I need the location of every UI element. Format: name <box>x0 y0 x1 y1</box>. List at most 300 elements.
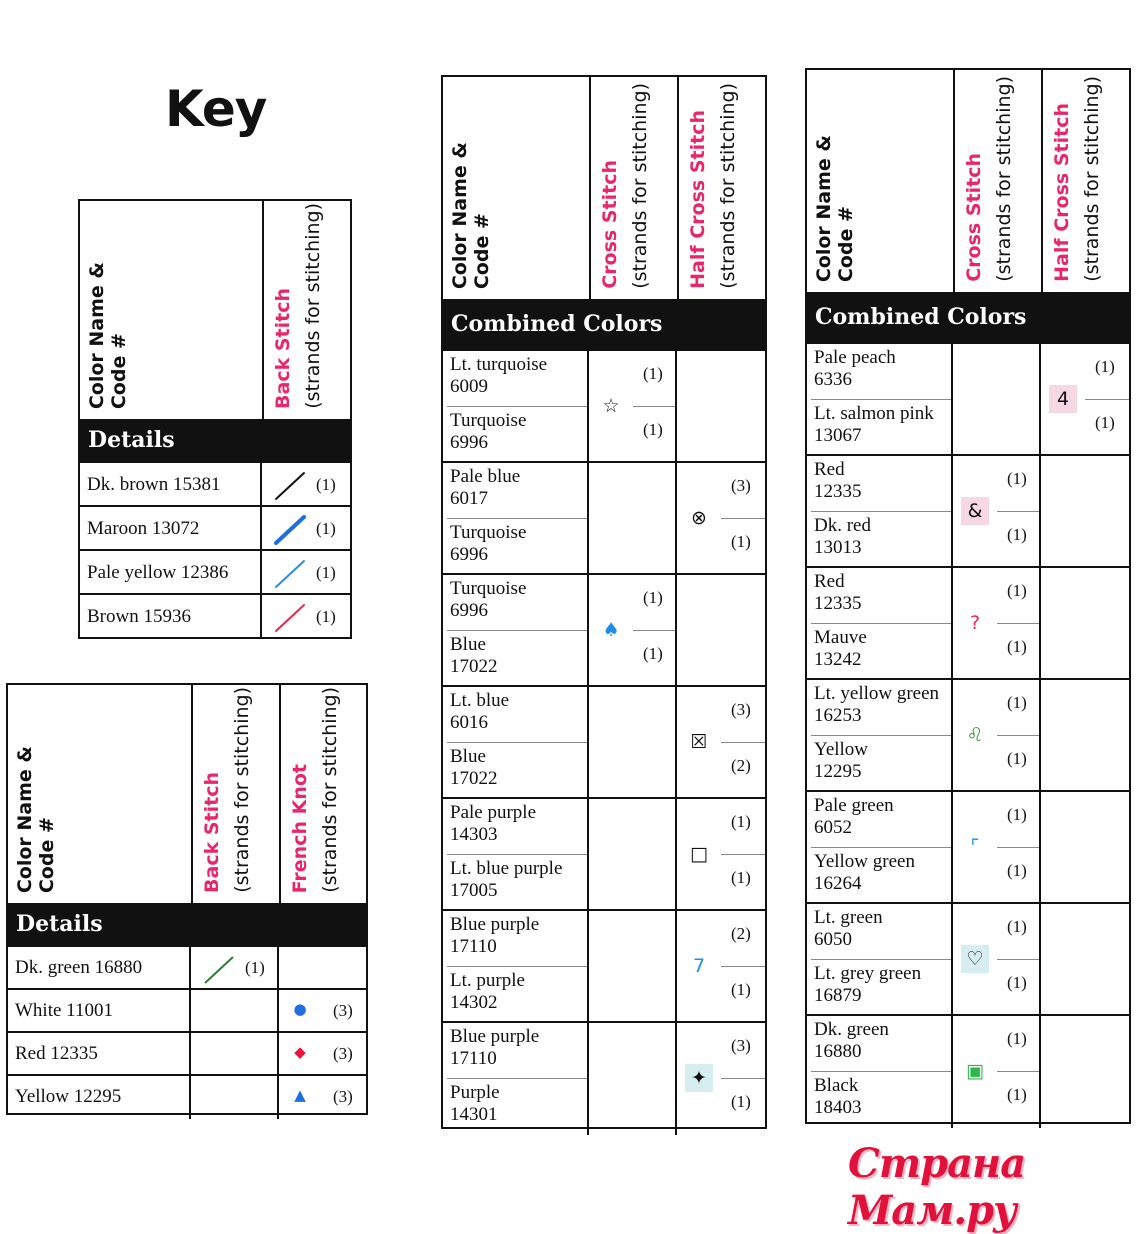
table-row <box>8 1074 366 1119</box>
divider <box>997 511 1039 512</box>
color-name: Lt. yellow green <box>814 683 940 704</box>
color-entry <box>443 911 587 967</box>
half-cross-stitch-cell <box>1041 344 1129 456</box>
color-entry <box>443 463 587 519</box>
color-code: 13242 <box>814 649 862 670</box>
strand-count: (1) <box>1007 693 1027 712</box>
divider <box>721 518 765 519</box>
divider <box>447 742 587 743</box>
color-entry <box>443 631 587 687</box>
color-name-cell <box>443 799 589 911</box>
stitch-symbol-icon: 7 <box>692 955 706 977</box>
header-cross-stitch <box>953 70 1043 292</box>
color-label: Yellow 12295 <box>15 1086 122 1107</box>
watermark-logo: Страна Мам.ру <box>848 1140 1026 1234</box>
half-cross-stitch-cell <box>1041 792 1129 904</box>
color-name-cell <box>807 456 953 568</box>
color-entry <box>807 568 951 624</box>
strand-count: (1) <box>1007 749 1027 768</box>
color-name-cell <box>443 1023 589 1135</box>
color-name: Blue purple <box>450 1026 540 1047</box>
header-color-name-text: Color Name & Code # <box>813 134 857 282</box>
color-code: 17022 <box>450 768 498 789</box>
cross-stitch-cell <box>589 799 677 911</box>
header-color-name <box>8 685 193 903</box>
color-name: Turquoise <box>450 410 527 431</box>
strand-count: (1) <box>316 563 336 582</box>
back-stitch-cell <box>262 595 350 639</box>
color-code: 6052 <box>814 817 852 838</box>
header-strands-text: (strands for stitching) <box>993 76 1015 282</box>
table-row <box>8 988 366 1033</box>
strand-count: (3) <box>731 700 751 719</box>
divider <box>811 511 951 512</box>
divider <box>811 1071 951 1072</box>
color-group-row <box>807 566 1129 680</box>
divider <box>997 847 1039 848</box>
color-name-cell <box>80 551 262 595</box>
stitch-symbol-icon: ♌ <box>966 724 984 746</box>
header-cross-stitch-text: Cross Stitch <box>963 153 985 282</box>
strand-count: (1) <box>1007 973 1027 992</box>
color-name: Purple <box>450 1082 500 1103</box>
stitch-line <box>276 473 304 499</box>
back-stitch-line-icon <box>274 471 306 501</box>
stitch-symbol-icon: ♠ <box>602 619 620 641</box>
color-group-row <box>807 678 1129 792</box>
stitch-symbol-icon: ⌜ <box>970 836 980 858</box>
color-name: Dk. green <box>814 1019 889 1040</box>
color-name-cell <box>443 351 589 463</box>
color-entry <box>443 407 587 463</box>
color-code: 14301 <box>450 1104 498 1125</box>
color-label: Pale yellow 12386 <box>87 562 229 583</box>
color-entry <box>807 960 951 1016</box>
strand-count: (1) <box>643 364 663 383</box>
strand-count: (1) <box>1007 805 1027 824</box>
strand-count: (1) <box>1007 1029 1027 1048</box>
back-stitch-cell <box>191 1076 279 1119</box>
color-name: Red <box>814 571 845 592</box>
half-cross-stitch-cell <box>677 1023 765 1135</box>
stitch-symbol-icon: ☆ <box>602 395 620 417</box>
details-key-table-french-knot <box>6 683 368 1115</box>
color-entry <box>443 351 587 407</box>
color-name-cell <box>807 904 953 1016</box>
color-code: 6996 <box>450 600 488 621</box>
stitch-line <box>276 605 304 631</box>
strand-count: (1) <box>1095 413 1115 432</box>
color-group-row <box>443 685 765 799</box>
color-name-cell <box>443 575 589 687</box>
divider <box>447 854 587 855</box>
strand-count: (1) <box>316 519 336 538</box>
color-name-cell <box>80 595 262 639</box>
cross-stitch-cell <box>589 575 677 687</box>
strand-count: (1) <box>316 607 336 626</box>
divider <box>997 959 1039 960</box>
strand-count: (1) <box>1007 861 1027 880</box>
color-code: 16253 <box>814 705 862 726</box>
strand-count: (1) <box>731 980 751 999</box>
stitch-symbol-icon: & <box>961 497 989 525</box>
divider <box>721 854 765 855</box>
color-name: Dk. red <box>814 515 871 536</box>
section-band-details: Details <box>8 903 366 945</box>
stitch-symbol-icon: ☒ <box>690 731 708 753</box>
strand-count: (1) <box>316 475 336 494</box>
cross-stitch-cell <box>953 344 1041 456</box>
color-entry <box>443 799 587 855</box>
color-code: 6336 <box>814 369 852 390</box>
table-row <box>80 593 350 639</box>
color-entry <box>807 400 951 456</box>
french-knot-cell <box>279 1076 366 1119</box>
color-code: 6996 <box>450 544 488 565</box>
color-code: 13013 <box>814 537 862 558</box>
color-name-cell <box>443 687 589 799</box>
back-stitch-line-icon <box>274 515 306 545</box>
divider <box>633 630 675 631</box>
color-label: Brown 15936 <box>87 606 191 627</box>
strand-count: (1) <box>1007 917 1027 936</box>
color-label: White 11001 <box>15 1000 113 1021</box>
color-entry <box>807 792 951 848</box>
color-code: 16264 <box>814 873 862 894</box>
color-name: Yellow <box>814 739 869 760</box>
color-name: Pale peach <box>814 347 896 368</box>
divider <box>1085 399 1129 400</box>
french-knot-symbol-icon: ▲ <box>294 1086 306 1104</box>
color-code: 18403 <box>814 1097 862 1118</box>
table-row <box>80 461 350 507</box>
back-stitch-cell <box>191 990 279 1033</box>
color-code: 16879 <box>814 985 862 1006</box>
color-entry <box>443 1023 587 1079</box>
cross-stitch-cell <box>953 1016 1041 1128</box>
color-entry <box>443 855 587 911</box>
color-code: 6050 <box>814 929 852 950</box>
color-name: Blue <box>450 634 486 655</box>
header-french-knot-text: French Knot <box>289 763 311 893</box>
stitch-symbol-icon: ? <box>969 612 981 634</box>
back-stitch-line-icon <box>274 559 306 589</box>
strand-count: (2) <box>731 756 751 775</box>
header-strands-text: (strands for stitching) <box>1081 76 1103 282</box>
header-strands-text: (strands for stitching) <box>231 687 253 893</box>
strand-count: (1) <box>1007 1085 1027 1104</box>
half-cross-stitch-cell <box>677 687 765 799</box>
stitch-symbol-icon: ✦ <box>685 1064 713 1092</box>
color-code: 17110 <box>450 1048 497 1069</box>
header-color-name <box>443 77 591 299</box>
color-name-cell <box>443 463 589 575</box>
stitch-line <box>276 561 304 587</box>
color-name-cell <box>807 792 953 904</box>
color-code: 6996 <box>450 432 488 453</box>
color-name-cell <box>807 1016 953 1128</box>
color-entry <box>443 575 587 631</box>
table-row <box>80 505 350 551</box>
color-name-cell <box>8 990 191 1033</box>
color-name-cell <box>8 947 191 990</box>
cross-stitch-cell <box>953 904 1041 1016</box>
color-entry <box>807 680 951 736</box>
color-name: Lt. blue <box>450 690 510 711</box>
strand-count: (1) <box>643 588 663 607</box>
cross-stitch-cell <box>589 1023 677 1135</box>
french-knot-cell <box>279 990 366 1033</box>
divider <box>721 966 765 967</box>
color-name-cell <box>80 507 262 551</box>
divider <box>811 399 951 400</box>
strand-count: (1) <box>731 812 751 831</box>
color-code: 14303 <box>450 824 498 845</box>
cross-stitch-cell <box>589 463 677 575</box>
back-stitch-cell <box>191 947 279 990</box>
strand-count: (3) <box>333 1087 353 1106</box>
page-title: Key <box>165 80 267 138</box>
header-back-stitch <box>191 685 281 903</box>
color-group-row <box>443 797 765 911</box>
cross-stitch-cell <box>953 680 1041 792</box>
strand-count: (3) <box>731 476 751 495</box>
color-name: Pale green <box>814 795 894 816</box>
header-cross-stitch <box>589 77 679 299</box>
color-name: Turquoise <box>450 578 527 599</box>
strand-count: (1) <box>1007 525 1027 544</box>
color-entry <box>443 967 587 1023</box>
strand-count: (1) <box>1007 469 1027 488</box>
color-group-row <box>443 349 765 463</box>
color-name: Yellow green <box>814 851 915 872</box>
color-group-row <box>443 1021 765 1135</box>
color-name: Lt. grey green <box>814 963 922 984</box>
half-cross-stitch-cell <box>677 351 765 463</box>
divider <box>721 1078 765 1079</box>
strand-count: (3) <box>333 1001 353 1020</box>
strand-count: (1) <box>1007 637 1027 656</box>
divider <box>447 630 587 631</box>
french-knot-symbol-icon: ● <box>293 1000 307 1018</box>
color-name: Pale purple <box>450 802 537 823</box>
header-cross-stitch-text: Cross Stitch <box>599 160 621 289</box>
header-strands-text: (strands for stitching) <box>319 687 341 893</box>
color-name-cell <box>443 911 589 1023</box>
stitch-line <box>205 957 233 983</box>
color-group-row <box>807 1014 1129 1128</box>
color-group-row <box>807 902 1129 1016</box>
divider <box>811 847 951 848</box>
half-cross-stitch-cell <box>677 575 765 687</box>
half-cross-stitch-cell <box>677 463 765 575</box>
color-code: 14302 <box>450 992 498 1013</box>
color-name: Blue <box>450 746 486 767</box>
color-entry <box>807 736 951 792</box>
strand-count: (2) <box>731 924 751 943</box>
color-entry <box>443 743 587 799</box>
color-group-row <box>443 573 765 687</box>
strand-count: (3) <box>731 1036 751 1055</box>
color-name: Red <box>814 459 845 480</box>
half-cross-stitch-cell <box>1041 456 1129 568</box>
color-entry <box>807 1016 951 1072</box>
color-entry <box>807 512 951 568</box>
color-group-row <box>807 454 1129 568</box>
color-name: Mauve <box>814 627 867 648</box>
divider <box>447 966 587 967</box>
header-half-cross-stitch <box>1041 70 1131 292</box>
color-name: Lt. green <box>814 907 883 928</box>
stitch-line <box>276 517 304 543</box>
strand-count: (1) <box>731 1092 751 1111</box>
header-half-cross-stitch-text: Half Cross Stitch <box>1051 103 1073 282</box>
divider <box>997 623 1039 624</box>
half-cross-stitch-cell <box>677 799 765 911</box>
color-name-cell <box>807 568 953 680</box>
header-color-name <box>807 70 955 292</box>
color-name: Turquoise <box>450 522 527 543</box>
table-row <box>8 1031 366 1076</box>
color-group-row <box>807 342 1129 456</box>
color-name: Black <box>814 1075 859 1096</box>
color-name-cell <box>807 344 953 456</box>
color-name: Lt. salmon pink <box>814 403 934 424</box>
color-entry <box>443 519 587 575</box>
header-strands-text: (strands for stitching) <box>629 83 651 289</box>
stitch-symbol-icon: ⊗ <box>691 507 707 529</box>
header-strands-text: (strands for stitching) <box>717 83 739 289</box>
header-french-knot <box>279 685 368 903</box>
header-half-cross-stitch <box>677 77 767 299</box>
strand-count: (3) <box>333 1044 353 1063</box>
header-color-name-text: Color Name & Code # <box>449 141 493 289</box>
color-code: 13067 <box>814 425 862 446</box>
color-name-cell <box>8 1033 191 1076</box>
color-code: 17005 <box>450 880 498 901</box>
color-group-row <box>443 461 765 575</box>
color-code: 12295 <box>814 761 862 782</box>
color-label: Maroon 13072 <box>87 518 200 539</box>
header-color-name <box>80 201 264 419</box>
table-row <box>8 945 366 990</box>
cross-stitch-cell <box>589 911 677 1023</box>
half-cross-stitch-cell <box>1041 1016 1129 1128</box>
color-code: 6016 <box>450 712 488 733</box>
header-color-name-text: Color Name & Code # <box>14 745 58 893</box>
back-stitch-line-icon <box>274 603 306 633</box>
color-entry <box>807 1072 951 1128</box>
divider <box>997 735 1039 736</box>
color-code: 6017 <box>450 488 488 509</box>
strand-count: (1) <box>1007 581 1027 600</box>
strand-count: (1) <box>643 420 663 439</box>
divider <box>811 623 951 624</box>
strand-count: (1) <box>245 958 265 977</box>
divider <box>447 1078 587 1079</box>
back-stitch-cell <box>262 507 350 551</box>
half-cross-stitch-cell <box>1041 568 1129 680</box>
header-strands-text: (strands for stitching) <box>302 203 324 409</box>
stitch-symbol-icon: ♡ <box>961 945 989 973</box>
stitch-symbol-icon: □ <box>690 843 708 865</box>
half-cross-stitch-cell <box>1041 680 1129 792</box>
divider <box>811 959 951 960</box>
divider <box>721 742 765 743</box>
header-back-stitch-text: Back Stitch <box>201 772 223 893</box>
strand-count: (1) <box>731 532 751 551</box>
color-entry <box>807 344 951 400</box>
color-name: Lt. purple <box>450 970 525 991</box>
back-stitch-line-icon <box>203 955 235 985</box>
color-label: Red 12335 <box>15 1043 98 1064</box>
color-entry <box>807 904 951 960</box>
french-knot-symbol-icon: ◆ <box>294 1043 306 1061</box>
cross-stitch-cell <box>953 792 1041 904</box>
strand-count: (1) <box>1095 357 1115 376</box>
color-code: 12335 <box>814 593 862 614</box>
divider <box>447 406 587 407</box>
header-half-cross-stitch-text: Half Cross Stitch <box>687 110 709 289</box>
color-name-cell <box>80 463 262 507</box>
half-cross-stitch-cell <box>677 911 765 1023</box>
color-name-cell <box>8 1076 191 1119</box>
back-stitch-cell <box>262 551 350 595</box>
back-stitch-cell <box>191 1033 279 1076</box>
half-cross-stitch-cell <box>1041 904 1129 1016</box>
color-code: 12335 <box>814 481 862 502</box>
color-entry <box>443 687 587 743</box>
french-knot-cell <box>279 1033 366 1076</box>
color-name: Pale blue <box>450 466 521 487</box>
strand-count: (1) <box>731 868 751 887</box>
divider <box>447 518 587 519</box>
french-knot-cell <box>279 947 366 990</box>
color-name: Lt. blue purple <box>450 858 563 879</box>
color-group-row <box>807 790 1129 904</box>
section-band-combined-colors: Combined Colors <box>807 292 1129 342</box>
stitch-symbol-icon: ▣ <box>966 1060 984 1082</box>
color-entry <box>807 624 951 680</box>
color-name: Blue purple <box>450 914 540 935</box>
combined-colors-table-left <box>441 75 767 1129</box>
table-row <box>80 549 350 595</box>
header-color-name-text: Color Name & Code # <box>86 261 130 409</box>
header-back-stitch <box>262 201 352 419</box>
header-back-stitch-text: Back Stitch <box>272 288 294 409</box>
color-name: Lt. turquoise <box>450 354 548 375</box>
cross-stitch-cell <box>953 568 1041 680</box>
divider <box>811 735 951 736</box>
cross-stitch-cell <box>589 687 677 799</box>
color-group-row <box>443 909 765 1023</box>
divider <box>997 1071 1039 1072</box>
color-label: Dk. green 16880 <box>15 957 143 978</box>
section-band-details: Details <box>80 419 350 461</box>
strand-count: (1) <box>643 644 663 663</box>
color-entry <box>443 1079 587 1135</box>
combined-colors-table-right <box>805 68 1131 1124</box>
cross-stitch-cell <box>589 351 677 463</box>
color-label: Dk. brown 15381 <box>87 474 221 495</box>
cross-stitch-cell <box>953 456 1041 568</box>
divider <box>633 406 675 407</box>
color-code: 16880 <box>814 1041 862 1062</box>
stitch-symbol-icon: 4 <box>1049 385 1077 413</box>
color-code: 17022 <box>450 656 498 677</box>
section-band-combined-colors: Combined Colors <box>443 299 765 349</box>
color-entry <box>807 848 951 904</box>
